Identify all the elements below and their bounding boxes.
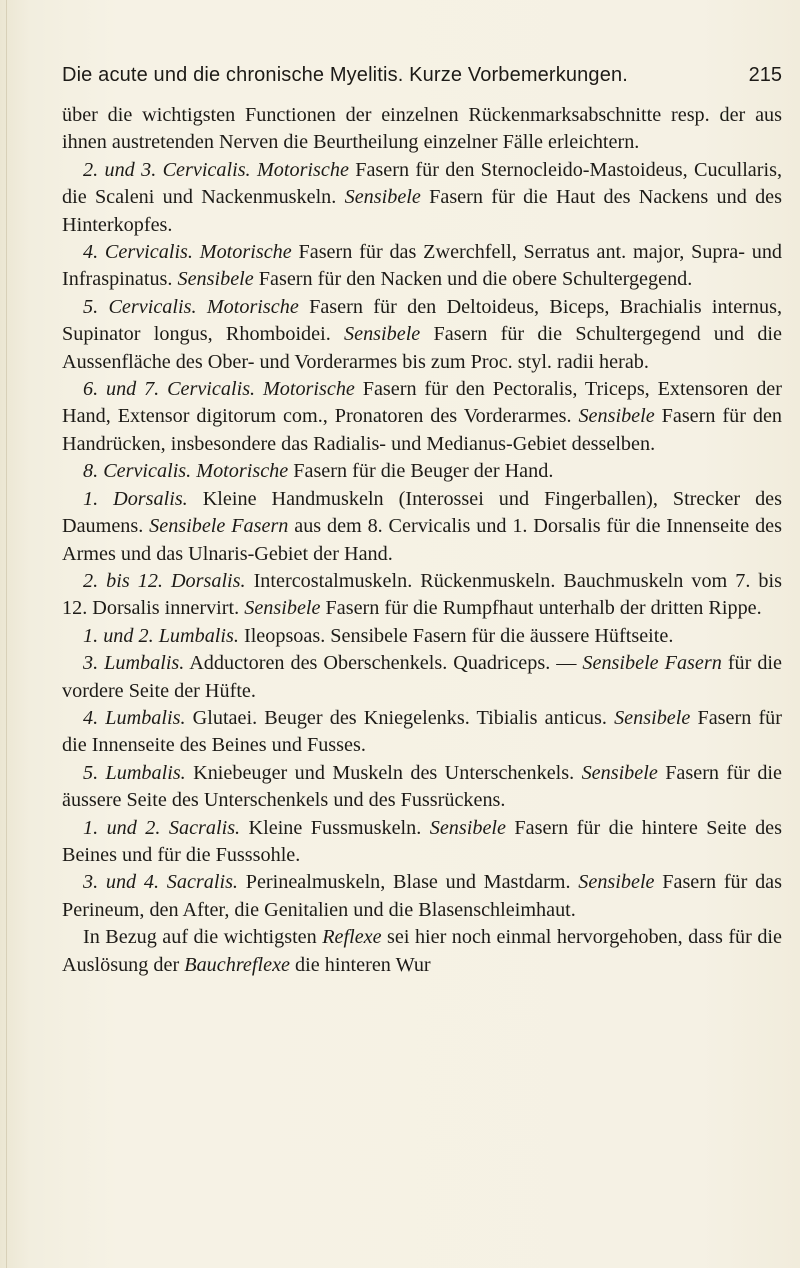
text-run: sei hier noch einmal hervorgehoben, dass für die Auslösung der bbox=[62, 926, 782, 976]
text-run: Intercostalmuskeln. Rückenmuskeln. Bauchmuskeln vom 7. bis 12. Dorsalis innervirt. bbox=[62, 569, 782, 620]
paragraph-dorsalis-2-12 bbox=[62, 568, 782, 623]
italic-run: Reflexe bbox=[322, 926, 382, 949]
text-run: Fasern für den Sternocleido-Mastoideus, Cucullaris, die Scaleni und Nackenmuskeln. bbox=[62, 158, 783, 209]
italic-run: Motorische bbox=[262, 378, 355, 401]
text-run: aus dem 8. Cervicalis und 1. Dorsalis für die Innenseite des Armes und das Ulnaris-Gebiet der Hand. bbox=[62, 515, 782, 565]
italic-run: Sensibele bbox=[614, 706, 691, 729]
text-run: Fasern für den Handrücken, insbesondere das Radialis- und Medianus-Gebiet desselben. bbox=[62, 405, 782, 455]
italic-run: 1. Dorsalis. bbox=[83, 487, 188, 510]
italic-run: Sensibele bbox=[578, 405, 655, 428]
text-run: für die vordere Seite der Hüfte. bbox=[62, 652, 782, 702]
italic-run: Motorische bbox=[206, 295, 299, 318]
italic-run: 3. Lumbalis. bbox=[83, 652, 185, 675]
italic-run: Motorische bbox=[199, 241, 292, 264]
italic-run: Motorische bbox=[256, 158, 349, 181]
italic-run: 1. und 2. Lumbalis. bbox=[83, 624, 239, 647]
italic-run: 5. Cervicalis. bbox=[83, 295, 197, 318]
text-run: Fasern für den Deltoideus, Biceps, Brachialis internus, Supinator longus, Rhomboidei. bbox=[62, 295, 783, 346]
text-run: Fasern für die Haut des Nackens und des Hinterkopfes. bbox=[62, 186, 782, 236]
italic-run: Sensibele Fasern bbox=[149, 515, 289, 538]
page-number: 215 bbox=[748, 64, 782, 86]
paragraph-sacralis-3-4 bbox=[62, 869, 782, 924]
italic-run: Sensibele bbox=[581, 761, 658, 784]
italic-run: Sensibele bbox=[244, 597, 321, 620]
text-run: In Bezug auf die wichtigsten bbox=[83, 926, 323, 949]
italic-run: Bauchreflexe bbox=[184, 953, 290, 976]
italic-run: 4. Lumbalis. bbox=[83, 706, 186, 729]
text-run: Kleine Fussmuskeln. bbox=[240, 816, 430, 839]
paragraph-cervicalis-2-3 bbox=[62, 157, 782, 239]
italic-run: Sensibele bbox=[578, 871, 655, 894]
italic-run: Sensibele bbox=[344, 323, 421, 346]
paragraph-lumbalis-4 bbox=[62, 705, 782, 760]
text-run bbox=[193, 241, 200, 263]
text-run: Kniebeuger und Muskeln des Unterschenkels. bbox=[185, 761, 582, 784]
text-run: Fasern für die Beuger der Hand. bbox=[288, 460, 554, 483]
paragraph-lumbalis-1-2 bbox=[62, 623, 782, 650]
italic-run: Sensibele bbox=[429, 816, 506, 839]
italic-run: Sensibele bbox=[177, 268, 254, 291]
paragraph-cervicalis-8 bbox=[62, 458, 782, 485]
text-run: die hinteren Wur bbox=[290, 953, 431, 976]
paragraph-lumbalis-3 bbox=[62, 650, 782, 705]
paragraph-reflexe bbox=[62, 924, 782, 979]
italic-run: 8. Cervicalis. bbox=[83, 460, 192, 483]
italic-run: 5. Lumbalis. bbox=[83, 761, 186, 784]
text-run: Fasern für das Zwerchfell, Serratus ant. major, Supra- und Infraspinatus. bbox=[62, 241, 783, 291]
paragraph-continuation bbox=[62, 102, 782, 157]
text-run: Glutaei. Beuger des Kniegelenks. Tibialis anticus. bbox=[185, 706, 615, 729]
italic-run: 2. und 3. Cervicalis. bbox=[83, 158, 251, 181]
italic-run: 1. und 2. Sacralis. bbox=[83, 816, 241, 839]
italic-run: 2. bis 12. Dorsalis. bbox=[83, 569, 246, 592]
text-run: Kleine Handmuskeln (Interossei und Fingerballen), Strecker des Daumens. bbox=[62, 487, 782, 538]
paragraph-sacralis-1-2 bbox=[62, 815, 782, 870]
text-run: über die wichtigsten Functionen der einzelnen Rückenmarksabschnitte resp. der aus ihnen austretenden Nerven die Beurtheilung einzelner Fälle erleichtern. bbox=[62, 104, 782, 154]
italic-run: Sensibele Fasern bbox=[582, 652, 722, 675]
running-title: Die acute und die chronische Myelitis. Kurze Vorbemerkungen. bbox=[62, 64, 628, 86]
text-run: Fasern für die Rumpfhaut unterhalb der dritten Rippe. bbox=[320, 597, 762, 620]
text-run: Fasern für die hintere Seite des Beines und für die Fusssohle. bbox=[62, 816, 782, 866]
text-run: Fasern für den Pectoralis, Triceps, Extensoren der Hand, Extensor digitorum com., Pronatoren des Vorderarmes. bbox=[62, 378, 782, 428]
page-binding-edge bbox=[6, 0, 7, 1268]
page-header bbox=[62, 60, 782, 90]
body-text bbox=[62, 102, 782, 979]
paragraph-lumbalis-5 bbox=[62, 760, 782, 815]
text-run: Adductoren des Oberschenkels. Quadriceps. — bbox=[184, 652, 583, 675]
text-run bbox=[197, 296, 207, 318]
italic-run: 4. Cervicalis. bbox=[83, 241, 193, 264]
italic-run: 3. und 4. Sacralis. bbox=[83, 871, 238, 894]
text-run: Fasern für die Schultergegend und die Aussenfläche des Ober- und Vorderarmes bis zum Proc. styl. radii herab. bbox=[62, 323, 783, 373]
italic-run: Sensibele bbox=[344, 186, 421, 209]
text-run: Perinealmuskeln, Blase und Mastdarm. bbox=[237, 871, 579, 894]
paragraph-cervicalis-5 bbox=[62, 294, 782, 376]
text-run: Fasern für das Perineum, den After, die Genitalien und die Blasenschleimhaut. bbox=[62, 871, 782, 921]
text-run: Fasern für den Nacken und die obere Schultergegend. bbox=[253, 268, 693, 291]
text-run bbox=[255, 378, 263, 400]
text-run: Fasern für die Innenseite des Beines und Fusses. bbox=[62, 706, 782, 757]
paragraph-cervicalis-6-7 bbox=[62, 376, 782, 458]
paragraph-cervicalis-4 bbox=[62, 239, 782, 294]
text-run: Ileopsoas. Sensibele Fasern für die äussere Hüftseite. bbox=[238, 624, 674, 647]
paragraph-dorsalis-1 bbox=[62, 486, 782, 568]
italic-run: Motorische bbox=[196, 460, 289, 483]
italic-run: 6. und 7. Cervicalis. bbox=[83, 378, 256, 401]
text-run: Fasern für die äussere Seite des Unterschenkels und des Fussrückens. bbox=[62, 761, 782, 812]
